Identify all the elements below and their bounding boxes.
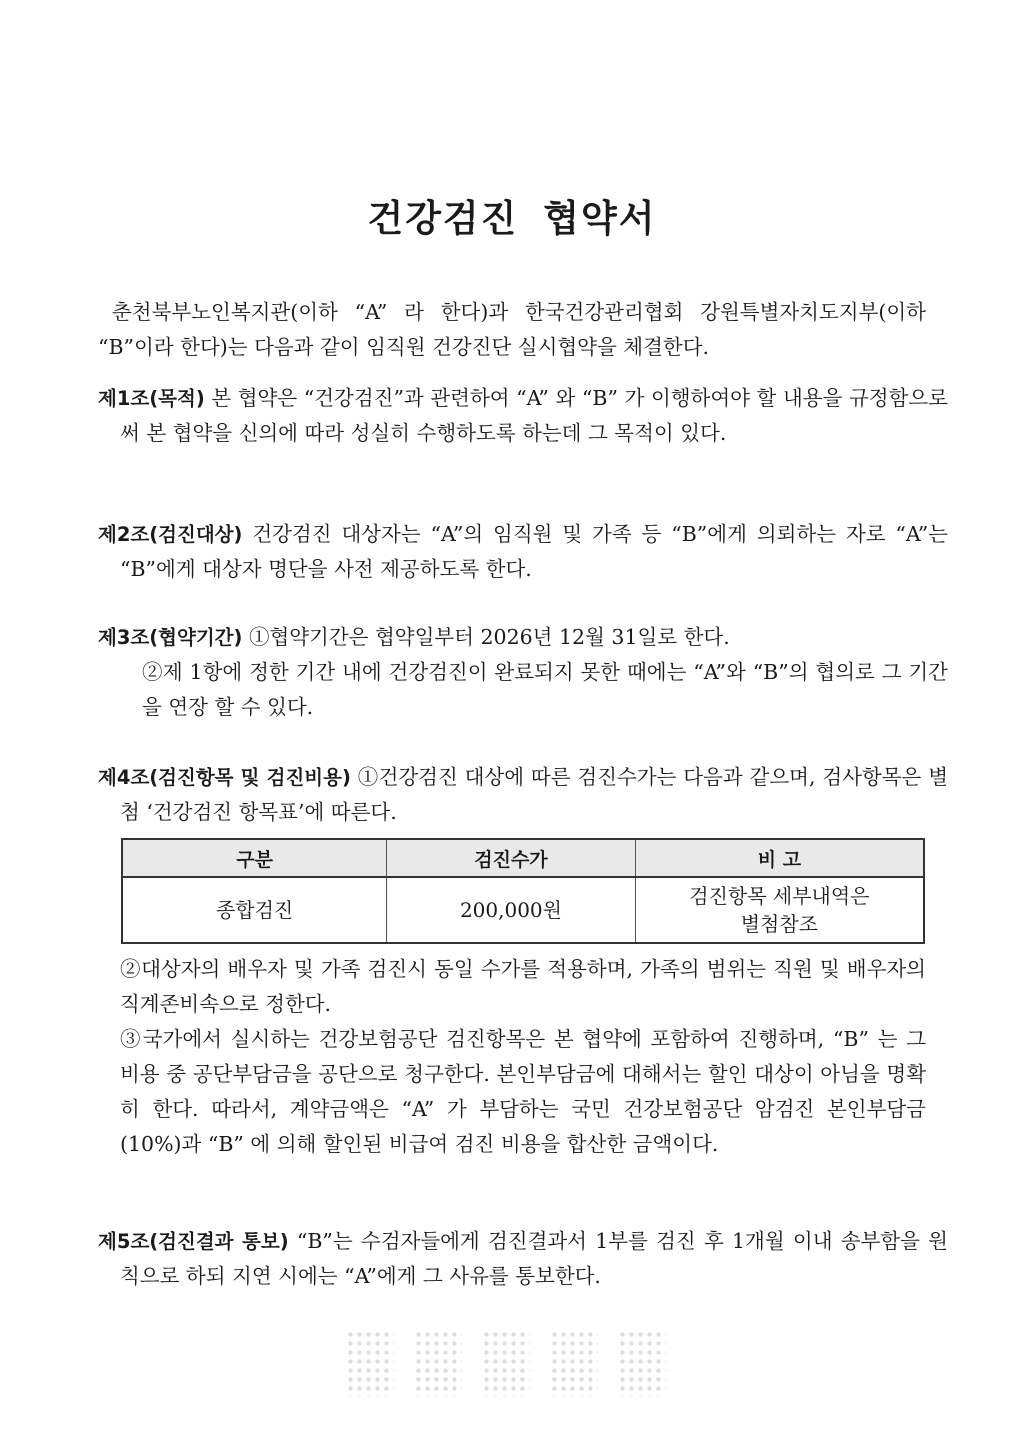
dotted-watermark: [346, 1330, 666, 1402]
watermark-glyph: [414, 1330, 462, 1396]
watermark-glyph: [346, 1330, 394, 1396]
article-1-heading: 제1조(목적): [98, 387, 205, 410]
article-4-clause-3: ③국가에서 실시하는 건강보험공단 검진항목은 본 협약에 포함하여 진행하며, “B” 는 그 비용 중 공단부담금을 공단으로 청구한다. 본인부담금에 대해서는 할인 대상이 아님을 명확히 한다. 따라서, 계약금액은 “A” 가 부담하는 국민 건강보험공단 암검진 본인부담금(10%)과 “B” 에 의해 할인된 비급여 검진 비용을 합산한 금액이다.: [120, 1027, 926, 1156]
article-2-text: 건강검진 대상자는 “A”의 임직원 및 가족 등 “B”에게 의뢰하는 자로 “A”는 “B”에게 대상자 명단을 사전 제공하도록 한다.: [120, 522, 948, 581]
fee-table-cell-fee: 200,000원: [387, 877, 636, 943]
article-4-clause-2: ②대상자의 배우자 및 가족 검진시 동일 수가를 적용하며, 가족의 범위는 직원 및 배우자의 직계존비속으로 정한다.: [120, 957, 926, 1016]
article-5: [98, 1224, 948, 1294]
article-3-text: ①협약기간은 협약일부터 2026년 12월 31일로 한다.: [242, 625, 730, 649]
article-4-heading: 제4조(검진항목 및 검진비용): [98, 766, 351, 789]
article-3-clause-2: ②제 1항에 정한 기간 내에 건강검진이 완료되지 못한 때에는 “A”와 “B”의 협의로 그 기간을 연장 할 수 있다.: [142, 660, 948, 719]
article-4-text: ①건강검진 대상에 따른 검진수가는 다음과 같으며, 검사항목은 별첨 ‘건강검진 항목표’에 따른다.: [120, 765, 948, 824]
article-3: [98, 620, 948, 725]
fee-table-header-category: 구분: [122, 839, 387, 877]
article-3-heading: 제3조(협약기간): [98, 626, 243, 649]
table-row: [122, 877, 924, 943]
article-4-clauses: [98, 952, 926, 1162]
article-2: [98, 517, 948, 587]
intro-paragraph: 춘천북부노인복지관(이하 “A” 라 한다)과 한국건강관리협회 강원특별자치도지부(이하 “B”이라 한다)는 다음과 같이 임직원 건강진단 실시협약을 체결한다.: [98, 299, 926, 359]
fee-table-note-line-1: 검진항목 세부내역은: [689, 884, 870, 908]
article-2-heading: 제2조(검진대상): [98, 523, 243, 546]
document-title: 건강검진 협약서: [367, 197, 657, 240]
fee-table-cell-category: 종합검진: [122, 877, 387, 943]
fee-table-header-note: 비 고: [635, 839, 924, 877]
fee-table-header-fee: 검진수가: [387, 839, 636, 877]
fee-table-note-line-2: 별첨참조: [740, 912, 819, 936]
article-1: [98, 381, 948, 451]
watermark-glyph: [618, 1330, 666, 1396]
fee-table-header-row: [122, 839, 924, 877]
article-4: [98, 760, 948, 830]
watermark-glyph: [482, 1330, 530, 1396]
article-5-text: “B”는 수검자들에게 검진결과서 1부를 검진 후 1개월 이내 송부함을 원칙으로 하되 지연 시에는 “A”에게 그 사유를 통보한다.: [120, 1229, 948, 1288]
fee-table: [121, 838, 925, 944]
watermark-glyph: [550, 1330, 598, 1396]
article-5-heading: 제5조(검진결과 통보): [98, 1230, 289, 1253]
article-1-text: 본 협약은 “건강검진”과 관련하여 “A” 와 “B” 가 이행하여야 할 내용을 규정함으로써 본 협약을 신의에 따라 성실히 수행하도록 하는데 그 목적이 있다.: [120, 386, 948, 445]
fee-table-cell-note: [635, 877, 924, 943]
